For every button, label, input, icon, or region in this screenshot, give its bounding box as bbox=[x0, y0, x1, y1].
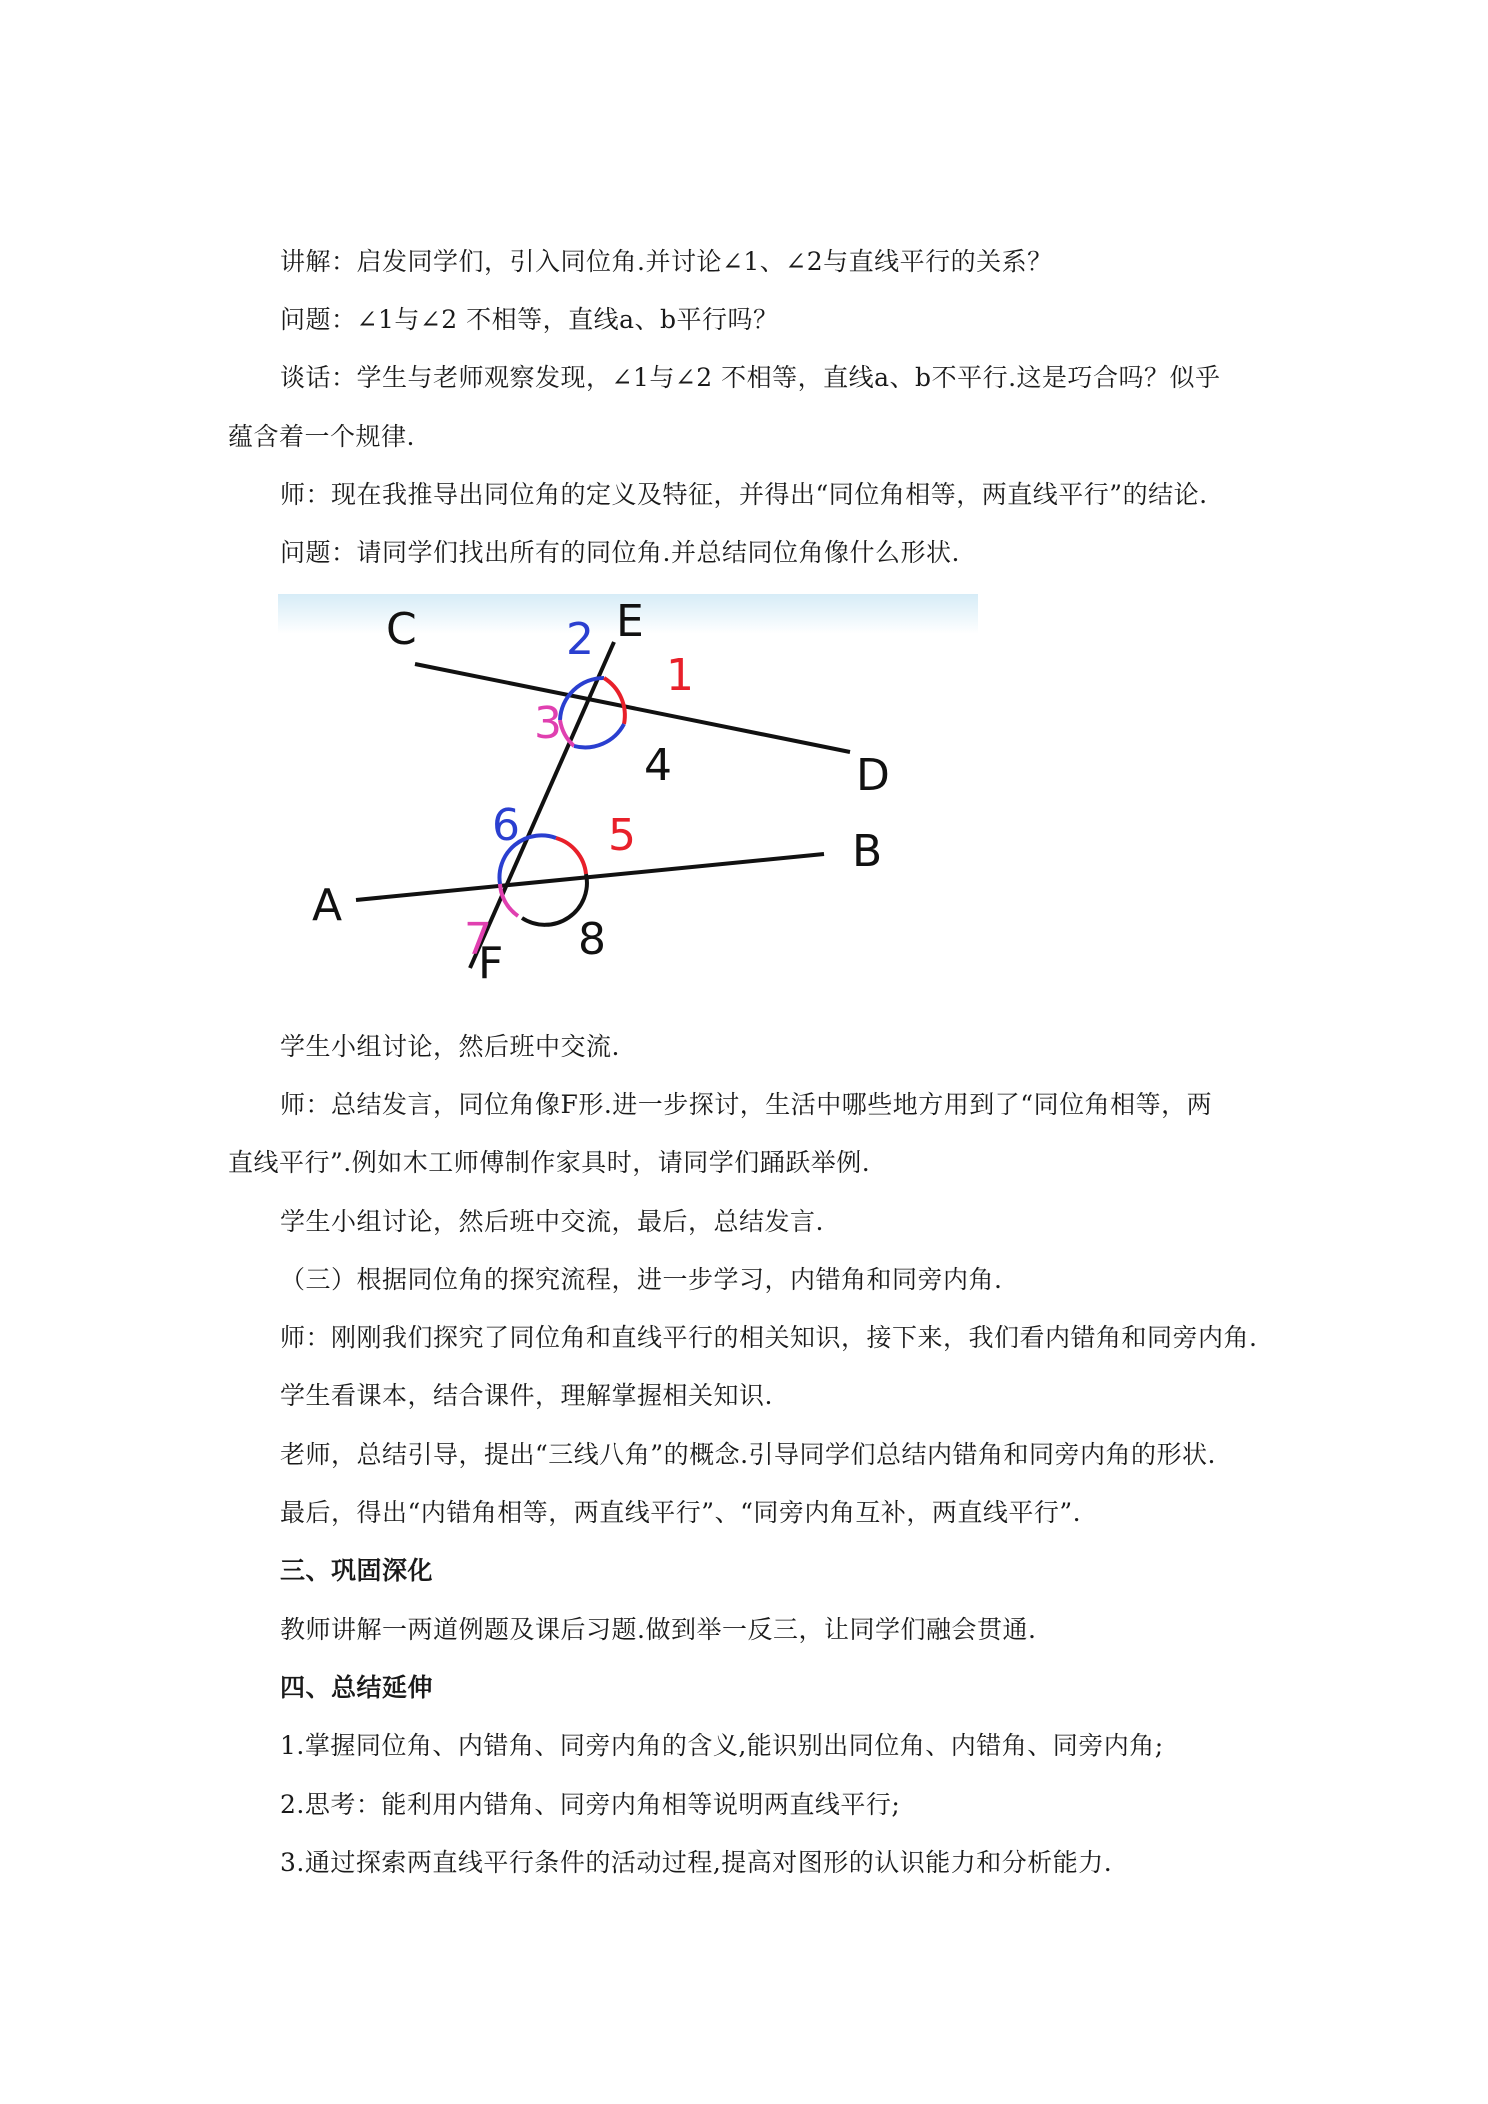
paragraph-examples: 教师讲解一两道例题及课后习题.做到举一反三，让同学们融会贯通. bbox=[280, 1615, 1037, 1644]
point-label-d: D bbox=[856, 750, 890, 801]
angle-arc-7 bbox=[500, 884, 518, 916]
point-label-c: C bbox=[386, 604, 417, 655]
paragraph-section-three-sub: （三）根据同位角的探究流程，进一步学习，内错角和同旁内角. bbox=[280, 1265, 1003, 1294]
angle-label-2: 2 bbox=[566, 614, 594, 665]
paragraph-group-discussion-1: 学生小组讨论，然后班中交流. bbox=[280, 1032, 620, 1061]
paragraph-talk-continued: 蕴含着一个规律. bbox=[228, 422, 415, 451]
summary-item-2: 2.思考：能利用内错角、同旁内角相等说明两直线平行; bbox=[280, 1790, 901, 1819]
angle-arc-5 bbox=[556, 838, 586, 874]
point-label-e: E bbox=[616, 596, 644, 647]
angle-label-8: 8 bbox=[578, 914, 606, 965]
paragraph-teacher-2-continued: 直线平行”.例如木工师傅制作家具时，请同学们踊跃举例. bbox=[228, 1148, 871, 1177]
line-ab bbox=[356, 854, 824, 900]
point-label-b: B bbox=[852, 826, 883, 877]
angle-label-7: 7 bbox=[464, 914, 492, 965]
angle-label-5: 5 bbox=[608, 810, 636, 861]
paragraph-talk: 谈话：学生与老师观察发现，∠1与∠2 不相等，直线a、b不平行.这是巧合吗？似乎 bbox=[280, 363, 1221, 392]
angle-arc-4 bbox=[574, 724, 624, 747]
paragraph-conclusion: 最后，得出“内错角相等，两直线平行”、“同旁内角互补，两直线平行”. bbox=[280, 1498, 1082, 1527]
point-label-f: F bbox=[478, 938, 504, 984]
summary-item-1: 1.掌握同位角、内错角、同旁内角的含义,能识别出同位角、内错角、同旁内角; bbox=[280, 1731, 1164, 1760]
angle-label-3: 3 bbox=[534, 698, 562, 749]
paragraph-teacher-4: 老师，总结引导，提出“三线八角”的概念.引导同学们总结内错角和同旁内角的形状. bbox=[280, 1440, 1216, 1469]
heading-section-3: 三、巩固深化 bbox=[280, 1556, 434, 1585]
heading-section-4: 四、总结延伸 bbox=[280, 1673, 434, 1702]
paragraph-teacher-2: 师：总结发言，同位角像F形.进一步探讨，生活中哪些地方用到了“同位角相等，两 bbox=[280, 1090, 1213, 1119]
paragraph-group-discussion-2: 学生小组讨论，然后班中交流，最后，总结发言. bbox=[280, 1207, 824, 1236]
paragraph-explanation: 讲解：启发同学们，引入同位角.并讨论∠1、∠2与直线平行的关系？ bbox=[280, 247, 1053, 276]
paragraph-question-1: 问题：∠1与∠2 不相等，直线a、b平行吗？ bbox=[280, 305, 779, 334]
paragraph-teacher-3: 师：刚刚我们探究了同位角和直线平行的相关知识，接下来，我们看内错角和同旁内角. bbox=[280, 1323, 1258, 1352]
paragraph-teacher-1: 师：现在我推导出同位角的定义及特征，并得出“同位角相等，两直线平行”的结论. bbox=[280, 480, 1208, 509]
point-label-a: A bbox=[312, 880, 343, 931]
paragraph-students-read: 学生看课本，结合课件，理解掌握相关知识. bbox=[280, 1381, 773, 1410]
angle-label-1: 1 bbox=[666, 650, 694, 701]
summary-item-3: 3.通过探索两直线平行条件的活动过程,提高对图形的认识能力和分析能力. bbox=[280, 1848, 1113, 1877]
angle-label-6: 6 bbox=[492, 800, 520, 851]
three-lines-eight-angles-diagram bbox=[278, 594, 978, 984]
paragraph-question-2: 问题：请同学们找出所有的同位角.并总结同位角像什么形状. bbox=[280, 538, 960, 567]
angle-label-4: 4 bbox=[644, 740, 672, 791]
line-cd bbox=[415, 664, 850, 752]
